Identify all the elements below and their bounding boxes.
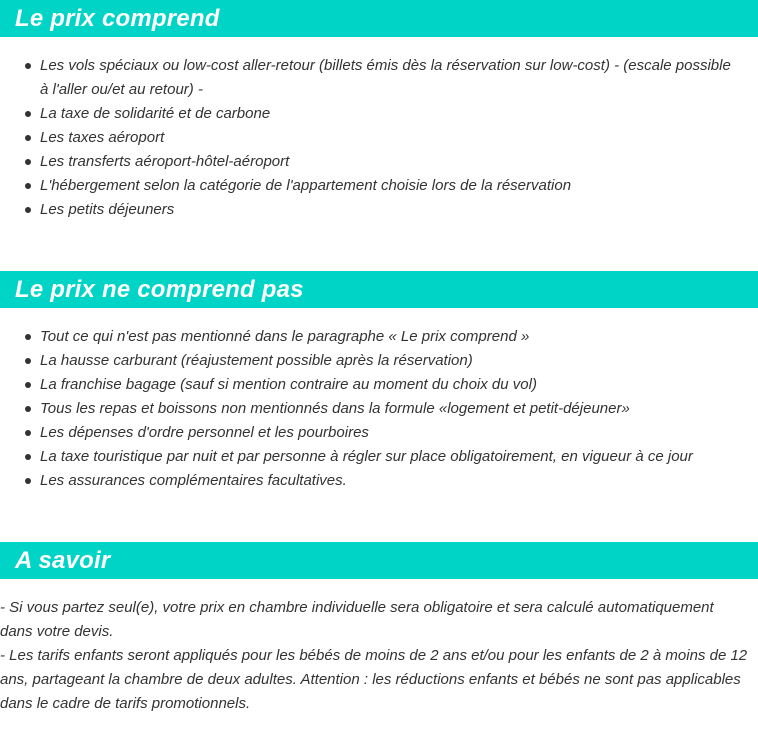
info-paragraph: - Les tarifs enfants seront appliqués pour les bébés de moins de 2 ans et/ou pour les enfants de 2 à moins de 12 ans, partageant la chambre de deux adultes. Attention : les réductions enfants et bébés ne sont pas applicables dans le cadre de tarifs promotionnels. [0, 647, 748, 712]
not-included-list [0, 325, 758, 493]
included-list [0, 54, 758, 222]
list-item: La hausse carburant (réajustement possible après la réservation) [0, 349, 758, 373]
section-header [0, 542, 758, 579]
list-item: La franchise bagage (sauf si mention contraire au moment du choix du vol) [0, 373, 758, 397]
section-title: Le prix comprend [15, 4, 220, 32]
list-item: Tout ce qui n'est pas mentionné dans le paragraphe « Le prix comprend » [0, 325, 758, 349]
section-included [0, 0, 758, 222]
list-item: La taxe de solidarité et de carbone [0, 102, 758, 126]
list-item: L'hébergement selon la catégorie de l'appartement choisie lors de la réservation [0, 174, 758, 198]
section-not-included [0, 271, 758, 493]
good-to-know-body [0, 596, 758, 716]
info-paragraph: - Si vous partez seul(e), votre prix en chambre individuelle sera obligatoire et sera calculé automatiquement dans votre devis. [0, 599, 714, 640]
list-item: Les vols spéciaux ou low-cost aller-retour (billets émis dès la réservation sur low-cost) - (escale possible à l'aller ou/et au retour) - [0, 54, 758, 102]
list-item: Les petits déjeuners [0, 198, 758, 222]
list-item: La taxe touristique par nuit et par personne à régler sur place obligatoirement, en vigueur à ce jour [0, 445, 758, 469]
section-good-to-know [0, 542, 758, 716]
list-item: Les taxes aéroport [0, 126, 758, 150]
section-title: Le prix ne comprend pas [15, 275, 304, 303]
section-title: A savoir [15, 546, 111, 574]
list-item: Les assurances complémentaires facultatives. [0, 469, 758, 493]
list-item: Les dépenses d'ordre personnel et les pourboires [0, 421, 758, 445]
section-header [0, 0, 758, 37]
list-item: Tous les repas et boissons non mentionnés dans la formule «logement et petit-déjeuner» [0, 397, 758, 421]
list-item: Les transferts aéroport-hôtel-aéroport [0, 150, 758, 174]
section-header [0, 271, 758, 308]
